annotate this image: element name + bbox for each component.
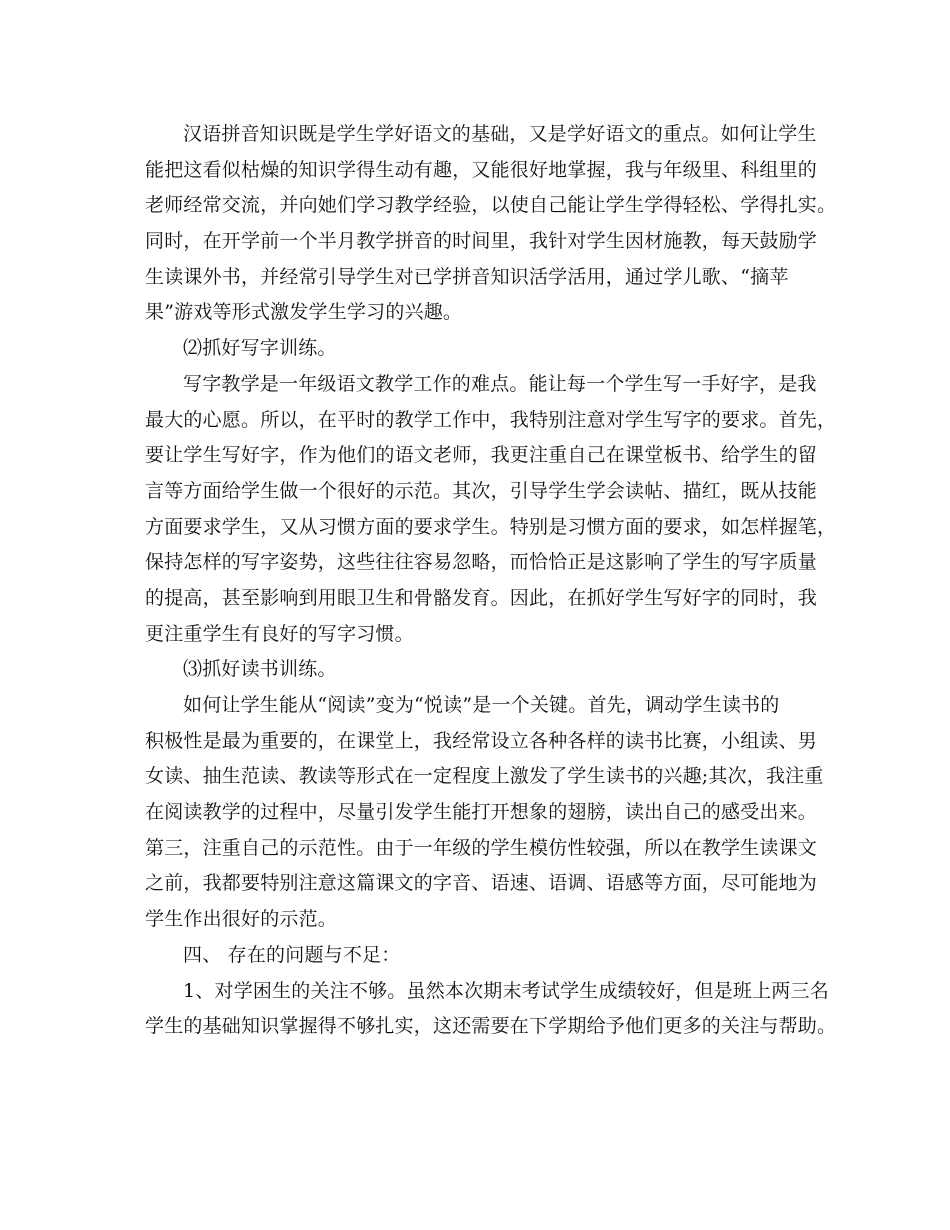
text-line: 的提高，甚至影响到用眼卫生和骨骼发育。因此，在抓好学生写好字的同时，我 (145, 586, 818, 609)
text-line: 第三，注重自己的示范性。由于一年级的学生模仿性较强，所以在教学生读课文 (145, 836, 818, 859)
text-line: 女读、抽生范读、教读等形式在一定程度上激发了学生读书的兴趣;其次，我注重 (145, 765, 824, 788)
text-line: 果”游戏等形式激发学生学习的兴趣。 (145, 301, 463, 324)
text-line: 方面要求学生，又从习惯方面的要求学生。特别是习惯方面的要求，如怎样握笔， (145, 515, 837, 538)
text-line: 要让学生写好字，作为他们的语文老师，我更注重自己在课堂板书、给学生的留 (145, 444, 818, 467)
text-line: 1、对学困生的关注不够。虽然本次期末考试学生成绩较好，但是班上两三名 (183, 979, 829, 1002)
text-line: 言等方面给学生做一个很好的示范。其次，引导学生学会读帖、描红，既从技能 (145, 479, 818, 502)
text-line: 在阅读教学的过程中，尽量引发学生能打开想象的翅膀，读出自己的感受出来。 (145, 801, 818, 824)
text-line: 汉语拼音知识既是学生学好语文的基础，又是学好语文的重点。如何让学生 (183, 123, 817, 145)
text-line: 四、 存在的问题与不足： (183, 943, 401, 966)
text-line: 学生作出很好的示范。 (145, 908, 338, 931)
text-line: ⑵抓好写字训练。 (183, 337, 337, 360)
text-line: 最大的心愿。所以，在平时的教学工作中，我特别注意对学生写字的要求。首先， (145, 408, 837, 431)
text-line: ⑶抓好读书训练。 (183, 658, 337, 681)
text-line: 如何让学生能从“阅读”变为“悦读”是一个关键。首先，调动学生读书的 (183, 694, 780, 716)
text-line: 之前，我都要特别注意这篇课文的字音、语速、语调、语感等方面，尽可能地为 (145, 872, 818, 895)
text-line: 生读课外书，并经常引导学生对已学拼音知识活学活用，通过学儿歌、“摘苹 (145, 265, 789, 288)
text-line: 写字教学是一年级语文教学工作的难点。能让每一个学生写一手好字，是我 (183, 372, 817, 395)
text-line: 保持怎样的写字姿势，这些往往容易忽略，而恰恰正是这影响了学生的写字质量 (145, 551, 818, 574)
text-line: 学生的基础知识掌握得不够扎实，这还需要在下学期给予他们更多的关注与帮助。 (145, 1015, 837, 1038)
text-line: 同时，在开学前一个半月教学拼音的时间里，我针对学生因材施教，每天鼓励学 (145, 230, 818, 253)
document-body (145, 117, 837, 1045)
text-line: 老师经常交流，并向她们学习教学经验，以使自己能让学生学得轻松、学得扎实。 (145, 194, 837, 217)
text-line: 更注重学生有良好的写字习惯。 (145, 622, 414, 645)
text-line: 能把这看似枯燥的知识学得生动有趣，又能很好地掌握，我与年级里、科组里的 (145, 158, 818, 181)
text-line: 积极性是最为重要的，在课堂上，我经常设立各种各样的读书比赛，小组读、男 (145, 729, 818, 752)
